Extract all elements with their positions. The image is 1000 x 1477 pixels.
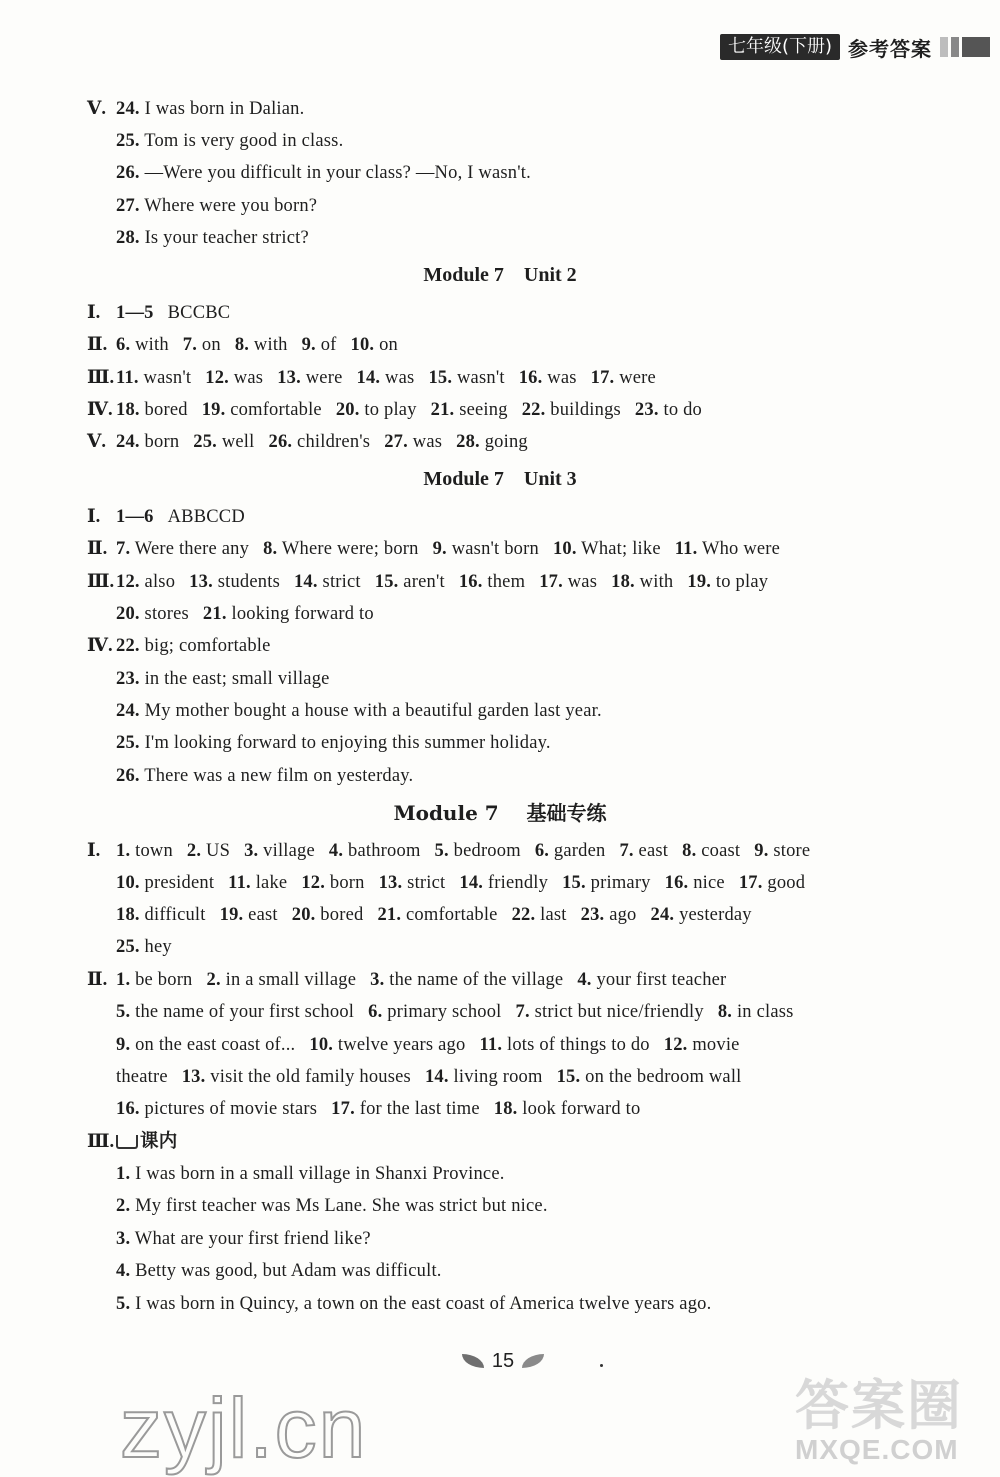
watermark-zyjl: zyjl.cn — [120, 1381, 368, 1475]
answer-item: 22. last — [511, 905, 567, 925]
answer-item: 17. was — [539, 572, 598, 592]
answer-line — [116, 935, 172, 959]
answer-line: 24. My mother bought a house with a beautiful garden last year. — [116, 701, 602, 721]
answer-item: 9. store — [754, 841, 811, 861]
answer-item: 24. yesterday — [650, 905, 752, 925]
subsection-label: 课内 — [116, 1130, 177, 1154]
answer-item: 14. was — [356, 368, 415, 388]
answer-item: 19. east — [219, 905, 278, 925]
answer-item: 5. bedroom — [434, 841, 521, 861]
answer-item: 14. friendly — [459, 873, 549, 893]
page-header — [720, 34, 990, 60]
answer-line: 1. I was born in a small village in Shanxi Province. — [116, 1164, 505, 1184]
answer-item: 12. movie — [663, 1035, 740, 1055]
answer-line: 25. Tom is very good in class. — [116, 131, 344, 151]
answer-item: 10. on — [350, 335, 398, 355]
answer-item: 10. twelve years ago — [309, 1035, 466, 1055]
answer-item: 12. also — [116, 572, 176, 592]
answer-item: 17. for the last time — [331, 1099, 480, 1119]
answer-item: 10. president — [116, 873, 215, 893]
book-icon — [116, 1135, 138, 1149]
answer-item: 16. them — [458, 572, 526, 592]
answer-item: 16. pictures of movie stars — [116, 1099, 318, 1119]
answer-item: 16. nice — [664, 873, 725, 893]
answer-item: 9. of — [301, 335, 337, 355]
answer-item: 18. difficult — [116, 905, 206, 925]
section-label: Ⅰ. — [87, 303, 101, 323]
answer-item: 7. Were there any — [116, 539, 250, 559]
answer-item: 13. were — [277, 368, 343, 388]
answer-item: 6. with — [116, 335, 169, 355]
answer-item: 19. comfortable — [201, 400, 322, 420]
answer-item: 21. seeing — [430, 400, 508, 420]
answer-item: 3. the name of the village — [370, 970, 564, 990]
answer-item: 13. students — [189, 572, 280, 592]
answer-item: 6. garden — [534, 841, 606, 861]
section-label: Ⅱ. — [87, 335, 108, 355]
answer-item: 13. visit the old family houses — [181, 1067, 411, 1087]
answer-item: 9. on the east coast of... — [116, 1035, 296, 1055]
answer-item: 18. look forward to — [493, 1099, 641, 1119]
section-label: Ⅰ. — [87, 841, 101, 861]
answer-item: 18. with — [611, 572, 674, 592]
answer-line: 26. There was a new film on yesterday. — [116, 766, 414, 786]
answer-item: 8. coast — [682, 841, 741, 861]
answer-line: 22. big; comfortable — [116, 636, 271, 656]
section-label: Ⅴ. — [87, 99, 106, 119]
answer-item: 12. born — [301, 873, 365, 893]
answer-line: 25. I'm looking forward to enjoying this summer holiday. — [116, 733, 551, 753]
answer-item: 7. strict but nice/friendly — [515, 1002, 704, 1022]
answer-item: 11. lots of things to do — [479, 1035, 650, 1055]
answer-line: 24. I was born in Dalian. — [116, 99, 305, 119]
answer-item: 17. good — [738, 873, 806, 893]
answer-line: theatre 13. visit the old family houses 14. living room 15. on the bedroom wall — [116, 1067, 742, 1087]
answer-item: 25. hey — [116, 937, 172, 957]
answer-line — [116, 903, 752, 927]
answer-line: 27. Where were you born? — [116, 196, 318, 216]
answer-item: 1. be born — [116, 970, 193, 990]
section-label: Ⅴ. — [87, 432, 106, 452]
answer-item: 3. village — [244, 841, 315, 861]
answer-item: 7. on — [182, 335, 221, 355]
answer-item: 2. in a small village — [206, 970, 357, 990]
answer-item: 6. primary school — [368, 1002, 502, 1022]
answer-item: 12. was — [205, 368, 264, 388]
answer-line — [116, 537, 780, 561]
answer-item: 1. town — [116, 841, 173, 861]
answer-line: 2. My first teacher was Ms Lane. She was strict but nice. — [116, 1196, 548, 1216]
answer-line: 1—6 ABBCCD — [116, 507, 245, 527]
answer-item: 23. to do — [634, 400, 702, 420]
watermark-mxqe: 答案圈 MXQE.COM — [795, 1374, 963, 1465]
answer-item: 26. children's — [268, 432, 371, 452]
answer-item: 18. bored — [116, 400, 188, 420]
answer-item: 9. wasn't born — [432, 539, 539, 559]
answer-line: 1—5 BCCBC — [116, 303, 231, 323]
answer-item: 15. aren't — [374, 572, 445, 592]
answers-label: 参考答案 — [848, 36, 932, 61]
answer-line — [116, 1097, 640, 1121]
section-label: Ⅱ. — [87, 970, 108, 990]
answer-line — [116, 602, 374, 626]
stray-dot — [600, 1364, 603, 1367]
section-label: Ⅲ. — [87, 368, 115, 388]
answer-item: 25. well — [193, 432, 255, 452]
answer-item: 21. looking forward to — [202, 604, 374, 624]
answer-item: 4. bathroom — [328, 841, 421, 861]
answer-line — [116, 366, 656, 390]
section-label: Ⅳ. — [87, 636, 113, 656]
header-decoration — [940, 37, 990, 57]
answer-line — [116, 1000, 794, 1024]
answer-item: 11. lake — [228, 873, 288, 893]
section-label: Ⅱ. — [87, 539, 108, 559]
grade-label: 七年级(下册) — [720, 34, 840, 60]
answer-line — [116, 871, 805, 895]
answer-line — [116, 1033, 740, 1057]
answer-item: 20. to play — [335, 400, 417, 420]
answer-line — [116, 398, 702, 422]
answer-line — [116, 839, 810, 863]
section-label: Ⅲ. — [87, 572, 115, 592]
section-label: Ⅳ. — [87, 400, 113, 420]
answer-item: 27. was — [384, 432, 443, 452]
answer-item: 21. comfortable — [377, 905, 498, 925]
answer-line: 23. in the east; small village — [116, 669, 330, 689]
answer-item: 13. strict — [378, 873, 446, 893]
answer-line — [116, 968, 726, 992]
leaf-icon — [462, 1354, 484, 1368]
answer-item: 8. Where were; born — [263, 539, 419, 559]
section-label: Ⅰ. — [87, 507, 101, 527]
answer-item: 15. primary — [562, 873, 651, 893]
section-title: Module 7 Unit 2 — [423, 264, 577, 286]
answer-item: 2. US — [186, 841, 231, 861]
answer-item: 28. going — [456, 432, 528, 452]
answer-item: 15. wasn't — [428, 368, 505, 388]
answer-item: 7. east — [619, 841, 669, 861]
section-title: Module 7 Unit 3 — [423, 468, 577, 490]
answer-item: 20. bored — [291, 905, 364, 925]
leaf-icon — [522, 1354, 544, 1368]
answer-item: 17. were — [590, 368, 656, 388]
answer-line: 4. Betty was good, but Adam was difficult. — [116, 1261, 442, 1281]
answer-item: 14. living room — [424, 1067, 543, 1087]
answer-line: 26. —Were you difficult in your class? —No, I wasn't. — [116, 163, 531, 183]
answer-line — [116, 333, 398, 357]
answer-item: 11. wasn't — [116, 368, 192, 388]
answer-item: 5. the name of your first school — [116, 1002, 355, 1022]
answer-item: 8. with — [234, 335, 288, 355]
answer-item: 10. What; like — [552, 539, 661, 559]
answer-item: 22. buildings — [521, 400, 621, 420]
answer-line — [116, 570, 768, 594]
answer-item: 23. ago — [580, 905, 637, 925]
answer-item: 24. born — [116, 432, 180, 452]
answer-item: 20. stores — [116, 604, 189, 624]
answer-item: 19. to play — [687, 572, 769, 592]
answer-item: 16. was — [518, 368, 577, 388]
answer-line: 3. What are your first friend like? — [116, 1229, 371, 1249]
answer-item: 4. your first teacher — [577, 970, 727, 990]
section-title: Module 7 基础专练 — [393, 801, 607, 825]
page-number: 15 — [448, 1346, 558, 1376]
answer-line — [116, 430, 528, 454]
answer-line: 28. Is your teacher strict? — [116, 228, 309, 248]
answer-line: 5. I was born in Quincy, a town on the east coast of America twelve years ago. — [116, 1294, 712, 1314]
answer-item: 15. on the bedroom wall — [556, 1067, 742, 1087]
answer-item: 8. in class — [717, 1002, 794, 1022]
section-label: Ⅲ. — [87, 1132, 115, 1152]
answer-item: 14. strict — [293, 572, 361, 592]
answer-item: 11. Who were — [674, 539, 781, 559]
